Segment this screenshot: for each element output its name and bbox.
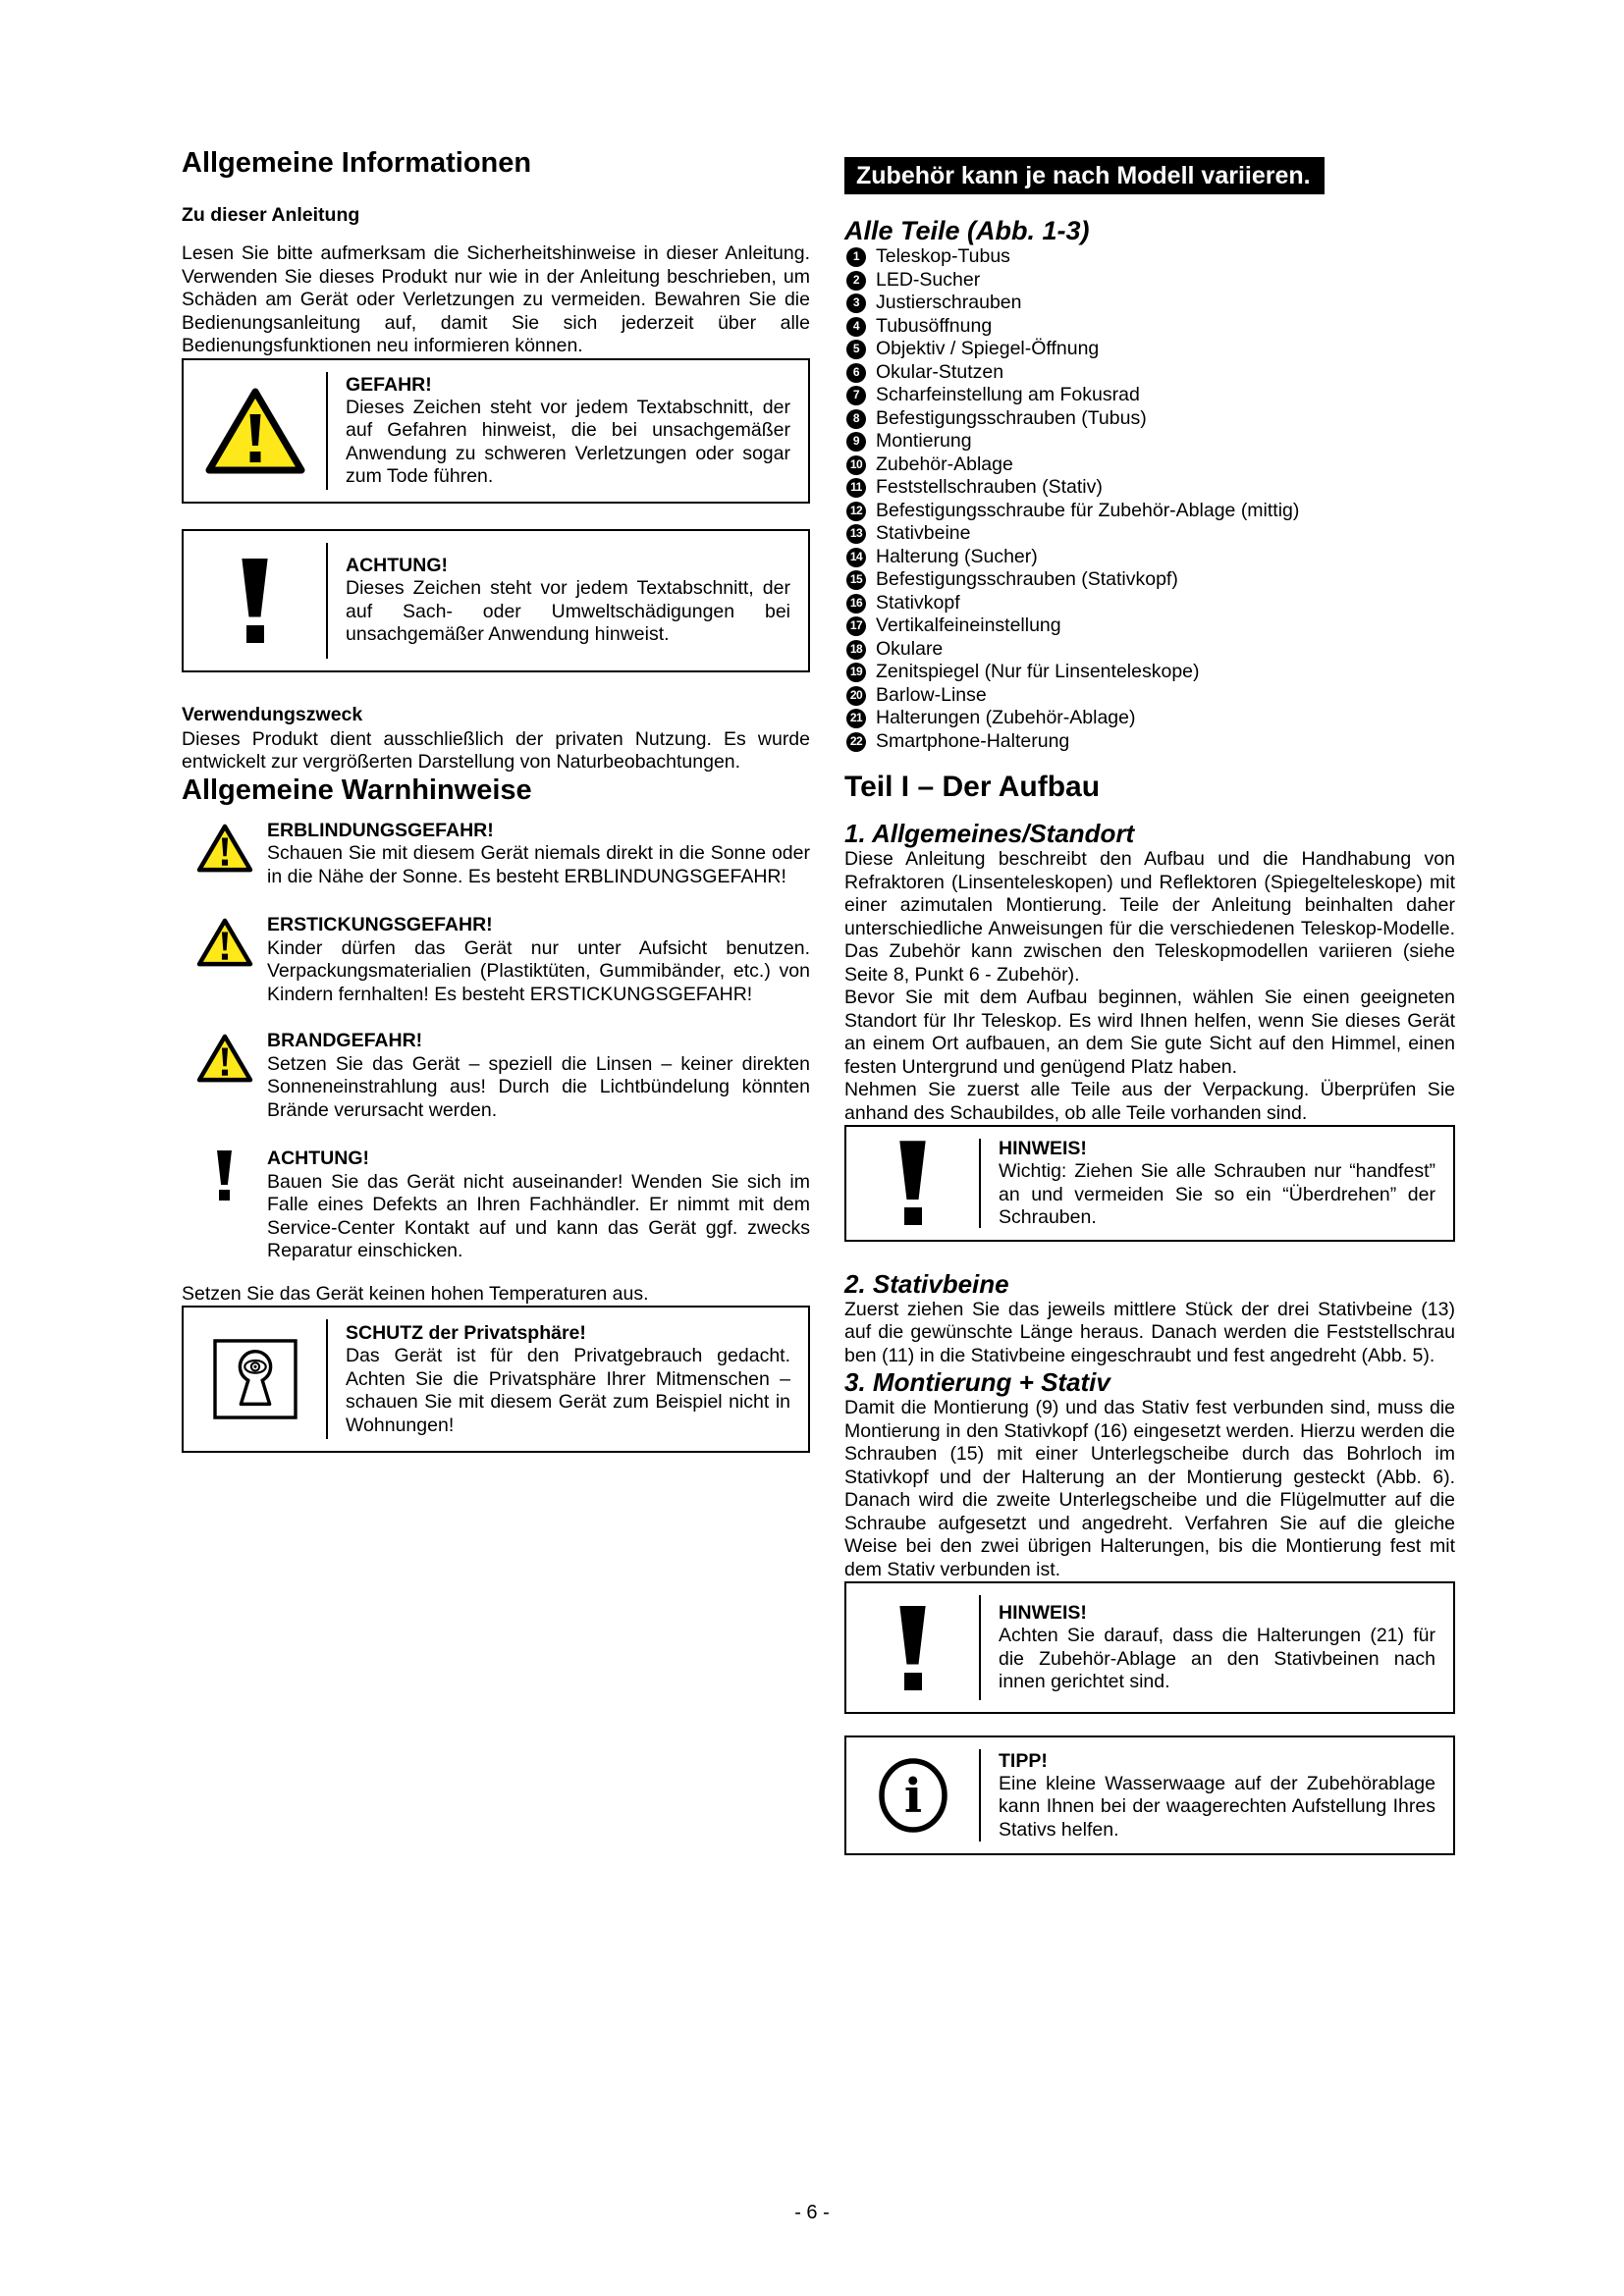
intro-paragraph: Lesen Sie bitte aufmerksam die Sicherheitshinweise in dieser Anleitung. Verwenden Sie dieses Produkt nur wie in der Anleitung beschrieben, um Schäden am Gerät oder Verletzungen zu vermeiden. Bewahren Sie die Bedienungsanleitung auf, damit Sie sich jederzeit über alle Bedienungsfunktionen neu informieren können.: [182, 242, 810, 356]
part-label: Okulare: [876, 637, 944, 660]
part-item: [844, 476, 1455, 500]
warning-text: Schauen Sie mit diesem Gerät niemals direkt in die Sonne oder in die Nähe der Sonne. Es besteht ERBLINDUNGSGEFAHR!: [267, 842, 810, 887]
attention-notice-box: [182, 529, 810, 672]
keyhole-privacy-icon: [184, 1308, 326, 1451]
part-label: Befestigungsschrauben (Stativkopf): [876, 568, 1178, 590]
part-item: [844, 245, 1455, 269]
warning-item-erblindungsgefahr: [182, 820, 810, 889]
part-label: Montierung: [876, 430, 972, 452]
notice-text: Dieses Zeichen steht vor jedem Textabschnitt, der auf Sach- oder Umweltschädigungen bei unsachgemäßer Anwendung hinweist.: [346, 577, 790, 646]
part-item: [844, 661, 1455, 684]
subheading-zu-dieser-anleitung: Zu dieser Anleitung: [182, 204, 360, 226]
notice-text: Dieses Zeichen steht vor jedem Textabschnitt, der auf Gefahren hinweist, die bei unsachgemäßer Anwendung zu schweren Verletzungen oder sogar zum Tode führen.: [346, 396, 790, 487]
warning-title: BRANDGEFAHR!: [267, 1030, 423, 1051]
warning-triangle-icon: [182, 914, 267, 968]
part-item: [844, 292, 1455, 315]
privacy-notice-box: [182, 1306, 810, 1453]
part-number-badge: 14: [846, 548, 866, 567]
part-number-badge: 7: [846, 386, 866, 405]
part-number-badge: 17: [846, 616, 866, 636]
part-number-badge: 4: [846, 317, 866, 337]
part-item: [844, 454, 1455, 477]
part-item: [844, 638, 1455, 662]
part-number-badge: 19: [846, 663, 866, 682]
part-number-badge: 9: [846, 432, 866, 452]
warning-triangle-icon: [182, 820, 267, 874]
part-item: [844, 384, 1455, 407]
section-title-teil-1: Teil I – Der Aufbau: [844, 771, 1101, 803]
stativbeine-paragraph: Zuerst ziehen Sie das jeweils mittlere Stück der drei Stativbeine (13) auf die gewünschte Länge heraus. Danach werden die Feststellschrau ben (11) in die Stativbeine eingeschraubt und fest angedreht (Abb. 5).: [844, 1298, 1455, 1366]
parts-list: [844, 245, 1455, 753]
hint-notice-box: [844, 1125, 1455, 1242]
left-column: [182, 147, 810, 1453]
part-number-badge: 12: [846, 502, 866, 521]
warning-text: Setzen Sie das Gerät – speziell die Linsen – keiner direkten Sonneneinstrahlung aus! Durch die Lichtbündelung könnten Brände verursacht werden.: [267, 1052, 810, 1121]
part-label: Feststellschrauben (Stativ): [876, 476, 1103, 498]
warning-item-brandgefahr: [182, 1030, 810, 1122]
part-number-badge: 11: [846, 478, 866, 498]
notice-text: Eine kleine Wasserwaage auf der Zubehörablage kann Ihnen bei der waagerechten Aufstellung Ihres Stativs helfen.: [999, 1772, 1435, 1841]
section-title-allgemeine-informationen: Allgemeine Informationen: [182, 147, 532, 179]
subheading-verwendungszweck: Verwendungszweck: [182, 703, 363, 725]
danger-notice-box: [182, 358, 810, 504]
standort-paragraph-2: Bevor Sie mit dem Aufbau beginnen, wählen Sie einen geeigneten Standort für Ihr Teleskop. Es wird Ihnen helfen, wenn Sie dieses Gerät an einem Ort aufbauen, an dem Sie gute Sicht auf den Himmel, einen festen Untergrund und genügend Platz haben.: [844, 987, 1455, 1078]
part-item: [844, 315, 1455, 339]
part-item: [844, 707, 1455, 730]
part-label: Stativkopf: [876, 591, 960, 614]
part-number-badge: 5: [846, 340, 866, 359]
subheading-allgemeines-standort: 1. Allgemeines/Standort: [844, 819, 1135, 848]
part-label: Befestigungsschraube für Zubehör-Ablage (mittig): [876, 499, 1300, 521]
part-number-badge: 2: [846, 271, 866, 291]
info-icon: [846, 1737, 979, 1853]
notice-title: ACHTUNG!: [346, 555, 448, 577]
part-number-badge: 21: [846, 709, 866, 728]
part-item: [844, 361, 1455, 385]
temperature-note: Setzen Sie das Gerät keinen hohen Temperaturen aus.: [182, 1282, 649, 1305]
standort-paragraph-3: Nehmen Sie zuerst alle Teile aus der Verpackung. Überprüfen Sie anhand des Schaubildes, ob alle Teile vorhanden sind.: [844, 1079, 1455, 1124]
notice-text: Achten Sie darauf, dass die Halterungen (21) für die Zubehör-Ablage an den Stativbeinen nach innen gerichtet sind.: [999, 1625, 1435, 1693]
part-label: Halterung (Sucher): [876, 545, 1038, 567]
part-label: Zubehör-Ablage: [876, 453, 1013, 475]
part-label: Teleskop-Tubus: [876, 245, 1010, 267]
part-label: Barlow-Linse: [876, 683, 987, 706]
part-number-badge: 8: [846, 409, 866, 429]
notice-text: Das Gerät ist für den Privatgebrauch gedacht. Achten Sie die Privatsphäre Ihrer Mitmenschen – schauen Sie mit diesem Gerät zum Beispiel nicht in Wohnungen!: [346, 1345, 790, 1436]
warning-item-achtung: [182, 1148, 810, 1263]
standort-paragraph-1: Diese Anleitung beschreibt den Aufbau und die Handhabung von Refraktoren (Linsenteleskopen) und Reflektoren (Spiegelteleskope) mit einer azimutalen Montierung. Teile der Anleitung beinhalten daher unterschiedliche Anweisungen für die verschiedenen Teleskop-Modelle. Das Zubehör kann zwischen den Teleskopmodellen variieren (siehe Seite 8, Punkt 6 - Zubehör).: [844, 848, 1455, 986]
warning-triangle-icon: [184, 360, 326, 502]
part-item: [844, 592, 1455, 615]
part-item: [844, 430, 1455, 454]
part-label: Zenitspiegel (Nur für Linsenteleskope): [876, 661, 1200, 682]
model-variation-banner: Zubehör kann je nach Modell variieren.: [844, 157, 1325, 194]
part-item: [844, 568, 1455, 592]
right-column: [844, 157, 1455, 1855]
notice-title: SCHUTZ der Privatsphäre!: [346, 1322, 586, 1344]
part-item: [844, 684, 1455, 708]
part-number-badge: 6: [846, 363, 866, 383]
warning-item-erstickungsgefahr: [182, 914, 810, 1006]
part-label: Vertikalfeineinstellung: [876, 614, 1061, 636]
exclamation-icon: [846, 1127, 979, 1240]
subheading-montierung-stativ: 3. Montierung + Stativ: [844, 1367, 1110, 1397]
page-number: - 6 -: [794, 2202, 830, 2223]
part-number-badge: 13: [846, 524, 866, 544]
part-number-badge: 15: [846, 570, 866, 590]
subheading-stativbeine: 2. Stativbeine: [844, 1268, 1009, 1299]
subheading-alle-teile: Alle Teile (Abb. 1-3): [844, 216, 1090, 245]
warning-triangle-icon: [182, 1030, 267, 1084]
warning-text: Bauen Sie das Gerät nicht auseinander! Wenden Sie sich im Falle eines Defekts an Ihren Fachhändler. Er nimmt mit dem Service-Center Kontakt auf und kann das Gerät ggf. zwecks Reparatur einschicken.: [267, 1170, 810, 1261]
montierung-paragraph: Damit die Montierung (9) und das Stativ fest verbunden sind, muss die Montierung in den Stativkopf (16) eingesetzt werden. Hierzu werden die Schrauben (15) mit einer Unterlegscheibe durch das Bohrloch im Stativkopf und der Halterung an der Montierung gesteckt (Abb. 6). Danach wird die zweite Unterlegscheibe und die Flügelmutter auf die Schraube aufgesetzt und angedreht. Verfahren Sie auf die gleiche Weise bei den zwei übrigen Halterungen, bis die Montierung fest mit dem Stativ verbunden ist.: [844, 1397, 1455, 1580]
part-label: Justierschrauben: [876, 292, 1022, 313]
part-item: [844, 614, 1455, 638]
part-label: Okular-Stutzen: [876, 360, 1004, 383]
part-label: Stativbeine: [876, 522, 971, 544]
notice-title: HINWEIS!: [999, 1602, 1087, 1625]
part-item: [844, 522, 1455, 546]
part-item: [844, 407, 1455, 431]
exclamation-icon: [182, 1148, 267, 1201]
part-item: [844, 500, 1455, 523]
notice-title: TIPP!: [999, 1749, 1048, 1772]
part-number-badge: 20: [846, 686, 866, 706]
warning-title: ERBLINDUNGSGEFAHR!: [267, 819, 494, 841]
part-label: Smartphone-Halterung: [876, 729, 1070, 752]
part-item: [844, 269, 1455, 293]
part-number-badge: 22: [846, 732, 866, 752]
warning-title: ACHTUNG!: [267, 1148, 369, 1169]
part-number-badge: 10: [846, 455, 866, 475]
hint-notice-box-2: [844, 1581, 1455, 1714]
part-label: Befestigungsschrauben (Tubus): [876, 406, 1147, 429]
notice-text: Wichtig: Ziehen Sie alle Schrauben nur “handfest” an und vermeiden Sie so ein “Überdrehen” der Schrauben.: [999, 1160, 1435, 1228]
part-number-badge: 1: [846, 247, 866, 267]
warning-text: Kinder dürfen das Gerät nur unter Aufsicht benutzen. Verpackungsmaterialien (Plastiktüten, Gummibänder, etc.) von Kindern fernhalten! Es besteht ERSTICKUNGSGEFAHR!: [267, 936, 810, 1005]
svg-text:i: i: [903, 1769, 922, 1824]
part-number-badge: 18: [846, 640, 866, 660]
part-item: [844, 730, 1455, 754]
notice-title: HINWEIS!: [999, 1138, 1087, 1159]
tip-notice-box: [844, 1735, 1455, 1855]
part-label: Scharfeinstellung am Fokusrad: [876, 384, 1140, 405]
verwendungszweck-paragraph: Dieses Produkt dient ausschließlich der privaten Nutzung. Es wurde entwickelt zur vergrößerten Darstellung von Naturbeobachtungen.: [182, 727, 810, 773]
part-item: [844, 338, 1455, 361]
part-label: Objektiv / Spiegel-Öffnung: [876, 338, 1100, 359]
part-label: LED-Sucher: [876, 268, 981, 291]
section-title-allgemeine-warnhinweise: Allgemeine Warnhinweise: [182, 774, 532, 806]
exclamation-icon: [184, 531, 326, 670]
part-number-badge: 3: [846, 294, 866, 313]
exclamation-icon: [846, 1583, 979, 1712]
warning-title: ERSTICKUNGSGEFAHR!: [267, 914, 493, 935]
part-label: Tubusöffnung: [876, 314, 993, 337]
part-number-badge: 16: [846, 594, 866, 614]
part-item: [844, 546, 1455, 569]
notice-title: GEFAHR!: [346, 373, 432, 396]
part-label: Halterungen (Zubehör-Ablage): [876, 707, 1136, 728]
